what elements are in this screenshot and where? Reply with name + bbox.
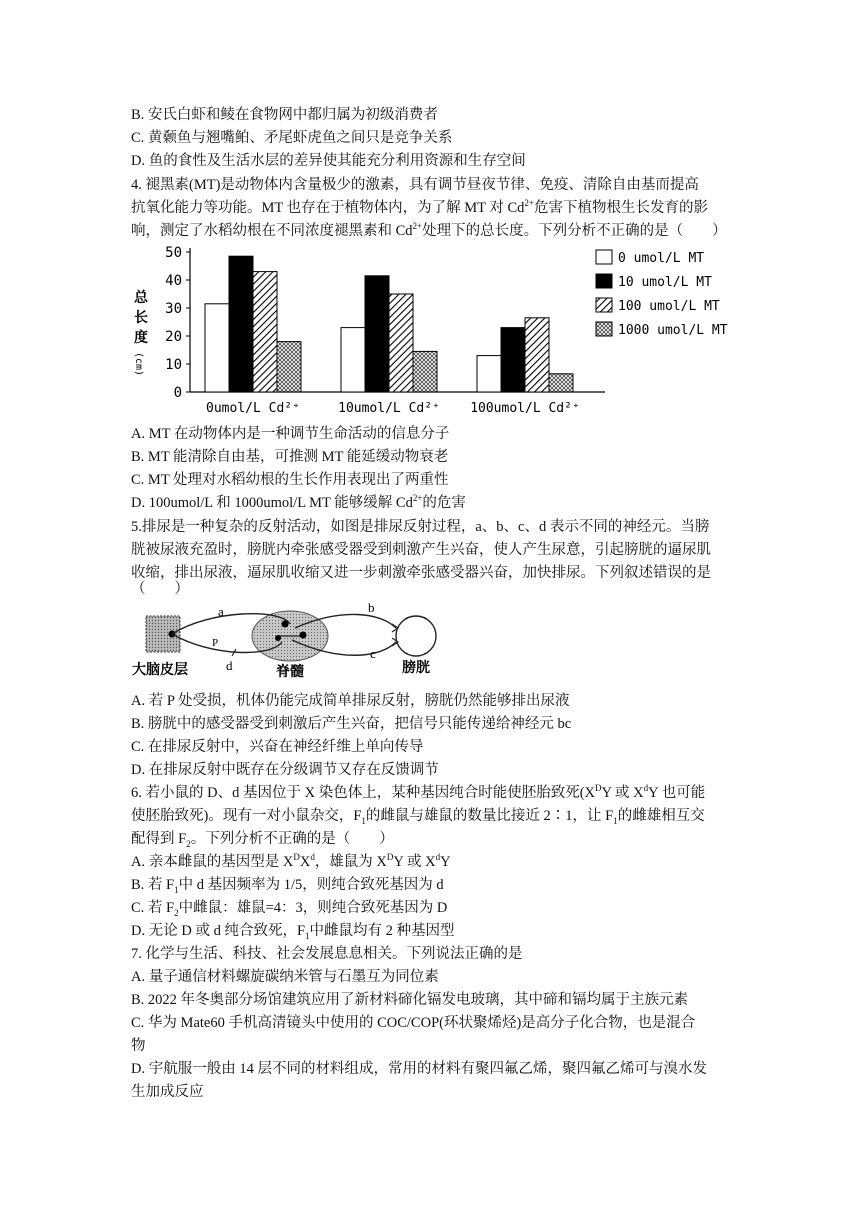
legend-label: 100 umol/L MT <box>618 299 720 314</box>
legend-swatch <box>596 298 612 312</box>
legend-label: 0 umol/L MT <box>618 251 705 266</box>
legend-swatch <box>596 322 612 336</box>
q5-option-d: D. 在排尿反射中既存在分级调节又存在反馈调节 <box>131 762 439 778</box>
q6-option-c: C. 若 $F_2$中雌鼠：雄鼠=4：3，则纯合致死基因为 D <box>131 900 448 918</box>
q7-option-c-line1: C. 华为 Mate60 手机高清镜头中使用的 COC/COP(环状聚烯烃)是高分子化合物，也是混合 <box>131 1015 696 1031</box>
q7-option-a: A. 量子通信材料螺旋碳纳米管与石墨互为同位素 <box>131 969 439 985</box>
q7-option-d-line2: 生加成反应 <box>131 1084 204 1100</box>
y-axis-label: 总长度 <box>134 290 148 346</box>
q6-stem-line2: 使胚胎致死)。现有一对小鼠杂交，$F_1$的雌鼠与雄鼠的数量比接近 2∶1，让 $F_1$的雌雄相互交 <box>131 808 705 826</box>
urination-reflex-diagram <box>130 598 450 680</box>
q6-stem-line1: 6. 若小鼠的 D、d 基因位于 X 染色体上，某种基因纯合时能使胚胎致死($X^DY$ 或 $X^dY$ 也可能 <box>131 783 706 801</box>
q6-option-d: D. 无论 D 或 d 纯合致死，$F_1$中雌鼠均有 2 种基因型 <box>131 923 455 941</box>
spinal-neuron-body-2 <box>275 635 281 641</box>
label-d: d <box>226 658 233 673</box>
q4-stem-line2: 抗氧化能力等功能。MT 也存在于植物体内，为了解 MT 对 $Cd^{2+}$危害下植物根生长发育的影 <box>131 198 708 216</box>
y-tick-label: 0 <box>173 385 182 401</box>
y-tick-label: 40 <box>165 273 182 289</box>
bar <box>501 328 525 392</box>
y-tick-label: 20 <box>165 329 182 345</box>
label-b: b <box>368 600 375 615</box>
bar <box>413 351 437 392</box>
bar <box>277 342 301 392</box>
q4-option-c: C. MT 处理对水稻幼根的生长作用表现出了两重性 <box>131 472 449 488</box>
q5-option-c: C. 在排尿反射中，兴奋在神经纤维上单向传导 <box>131 739 424 755</box>
y-tick-label: 50 <box>165 245 182 261</box>
x-category-label: 0umol/L Cd²⁺ <box>206 401 300 416</box>
x-category-label: 100umol/L Cd²⁺ <box>470 401 580 416</box>
spinal-neuron-body-3 <box>300 632 307 639</box>
q3-option-c: C. 黄颡鱼与翘嘴鲌、矛尾虾虎鱼之间只是竞争关系 <box>131 130 453 146</box>
q5-option-a: A. 若 P 处受损，机体仍能完成简单排尿反射，膀胱仍然能够排出尿液 <box>131 693 570 709</box>
root-length-bar-chart <box>120 240 740 420</box>
legend-label: 1000 umol/L MT <box>618 323 728 338</box>
q5-option-b: B. 膀胱中的感受器受到刺激后产生兴奋，把信号只能传递给神经元 bc <box>131 716 572 732</box>
label-cerebral-cortex: 大脑皮层 <box>132 663 188 678</box>
x-category-label: 10umol/L Cd²⁺ <box>338 401 440 416</box>
bar <box>525 318 549 392</box>
q5-stem-line1: 5.排尿是一种复杂的反射活动，如图是排尿反射过程，a、b、c、d 表示不同的神经元。当膀 <box>131 519 710 535</box>
bladder-circle <box>396 616 436 656</box>
q6-option-a: A. 亲本雌鼠的基因型是 $X^DX^d$，雄鼠为 $X^DY$ 或 $X^dY$ <box>131 852 451 870</box>
bar <box>549 374 573 392</box>
q5-stem-line4: （ ） <box>131 581 189 597</box>
y-tick-label: 30 <box>165 301 182 317</box>
q4-option-b: B. MT 能清除自由基，可推测 MT 能延缓动物衰老 <box>131 449 449 465</box>
label-a: a <box>218 604 224 619</box>
q7-option-c-line2: 物 <box>131 1038 146 1054</box>
bar <box>341 328 365 392</box>
q5-stem-line3: 收缩，排出尿液，逼尿肌收缩又进一步刺激牵张感受器兴奋，加快排尿。下列叙述错误的是 <box>131 565 711 581</box>
spinal-neuron-body-1 <box>282 621 289 628</box>
q4-stem-line1: 4. 褪黑素(MT)是动物体内含量极少的激素，具有调节昼夜节律、免疫、清除自由基而提高 <box>131 177 699 193</box>
q7-option-d-line1: D. 宇航服一般由 14 层不同的材料组成，常用的材料有聚四氟乙烯，聚四氟乙烯可与溴水发 <box>131 1061 707 1077</box>
q7-option-b: B. 2022 年冬奥部分场馆建筑应用了新材料碲化镉发电玻璃，其中碲和镉均属于主族元素 <box>131 992 689 1008</box>
bar <box>365 276 389 392</box>
q4-option-a: A. MT 在动物体内是一种调节生命活动的信息分子 <box>131 426 450 442</box>
q5-stem-line2: 胱被尿液充盈时，膀胱内牵张感受器受到刺激产生兴奋，使人产生尿意，引起膀胱的逼尿肌 <box>131 542 711 558</box>
bar <box>253 272 277 392</box>
q4-stem-line3: 响，测定了水稻幼根在不同浓度褪黑素和 $Cd^{2+}$处理下的总长度。下列分析不正确的是（ ） <box>131 221 727 239</box>
label-spinal-cord: 脊髓 <box>276 665 304 680</box>
legend-label: 10 umol/L MT <box>618 275 712 290</box>
legend-swatch <box>596 250 612 264</box>
bar <box>205 304 229 392</box>
bar <box>229 256 253 392</box>
label-p: P <box>212 637 219 649</box>
q6-option-b: B. 若 $F_1$中 d 基因频率为 1/5，则纯合致死基因为 d <box>131 877 444 895</box>
q3-option-d: D. 鱼的食性及生活水层的差异使其能充分利用资源和生存空间 <box>131 153 526 169</box>
q6-stem-line3: 配得到 $F_2$。下列分析不正确的是（ ） <box>131 831 394 849</box>
legend-swatch <box>596 274 612 288</box>
q4-option-d: D. 100umol/L 和 1000umol/L MT 能够缓解 $Cd^{2+}$的危害 <box>131 493 466 511</box>
y-tick-label: 10 <box>165 357 182 373</box>
bar <box>389 294 413 392</box>
q7-stem: 7. 化学与生活、科技、社会发展息息相关。下列说法正确的是 <box>131 946 523 962</box>
label-bladder: 膀胱 <box>402 661 430 676</box>
label-c: c <box>370 646 376 661</box>
y-axis-unit: (cm) <box>133 352 144 377</box>
q3-option-b: B. 安氏白虾和鲮在食物网中都归属为初级消费者 <box>131 107 438 123</box>
bar <box>477 356 501 392</box>
